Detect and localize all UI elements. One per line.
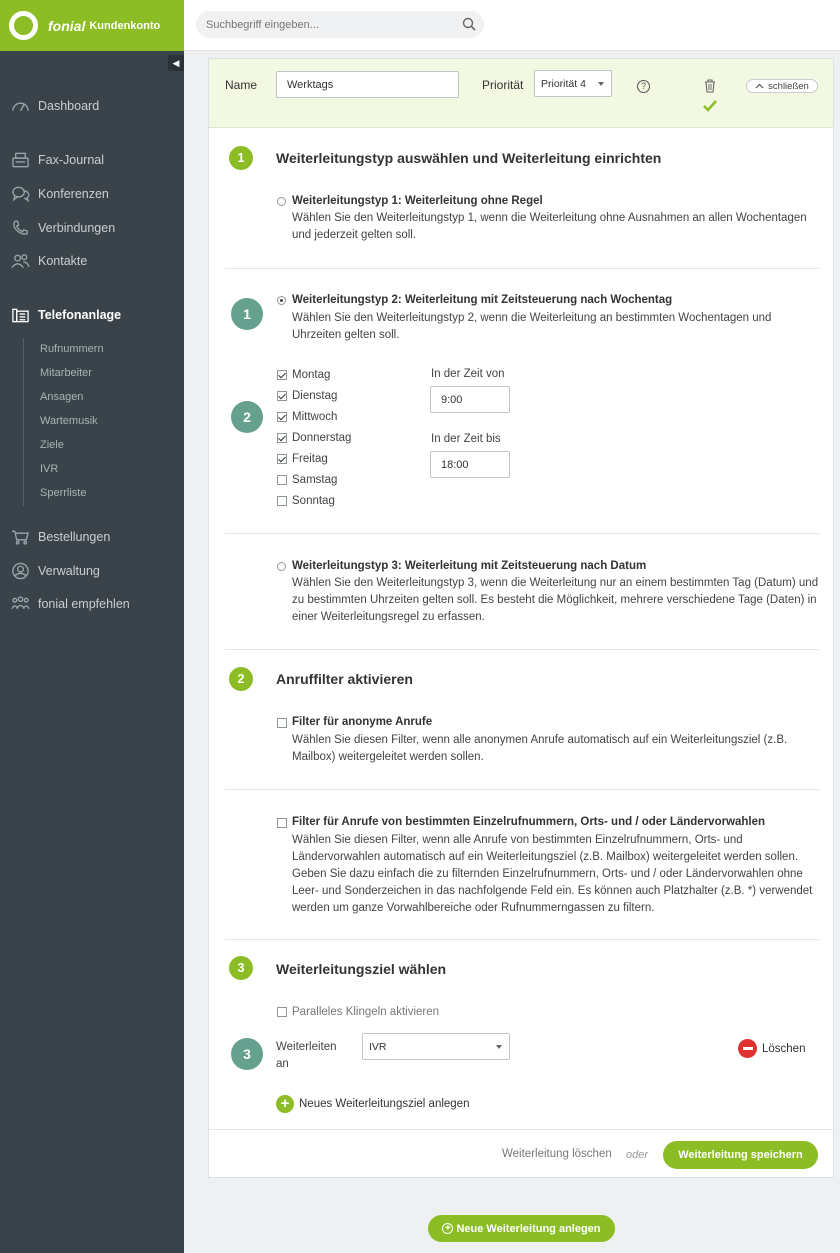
subnav-item-rufnummern[interactable]: Rufnummern [40, 343, 104, 355]
sidebar-item-label: Fax-Journal [38, 153, 104, 167]
sidebar-item-label: Konferenzen [38, 187, 109, 201]
brand-subtitle: Kundenkonto [89, 19, 161, 32]
minus-circle-icon [738, 1039, 757, 1058]
sidebar-item-dashboard[interactable] [0, 95, 184, 117]
sidebar-item-label: Verwaltung [38, 564, 100, 578]
filter-anonymous-description: Wählen Sie diesen Filter, wenn alle anonymen Anrufe automatisch auf ein Weiterleitungsziel (z.B. Mailbox) weitergeleitet werden sollen. [292, 734, 788, 763]
day-label: Mittwoch [292, 411, 338, 423]
search-box [196, 11, 484, 38]
subnav-item-ansagen[interactable]: Ansagen [40, 391, 84, 403]
priority-value: Priorität 4 [541, 77, 586, 90]
forward-to-label: Weiterleiten [276, 1041, 337, 1053]
day-label: Dienstag [292, 390, 338, 402]
sidebar-item-kontakte[interactable] [0, 250, 184, 272]
filter-numbers-title: Filter für Anrufe von bestimmten Einzelrufnummern, Orts- und / oder Ländervorwahlen [292, 816, 766, 828]
sidebar-item-empfehlen[interactable] [0, 593, 184, 615]
close-button[interactable] [746, 79, 818, 93]
collapse-sidebar-icon[interactable]: ◀ [168, 55, 184, 71]
day-checkbox-samstag[interactable] [277, 475, 287, 485]
time-to-input[interactable] [430, 451, 510, 478]
trash-icon[interactable] [704, 79, 716, 93]
parallel-ring-label: Paralleles Klingeln aktivieren [292, 1006, 440, 1018]
section-title: Anruffilter aktivieren [276, 671, 413, 687]
forwarding-header [209, 59, 833, 128]
save-forwarding-button[interactable] [663, 1141, 818, 1169]
subnav-item-sperrliste[interactable]: Sperrliste [40, 487, 87, 499]
forwarding-card [208, 58, 834, 1178]
forward-to-label-2: an [276, 1058, 289, 1070]
forward-target-select[interactable] [362, 1033, 510, 1060]
or-text: oder [626, 1149, 649, 1161]
type1-radio[interactable] [277, 197, 286, 206]
type1-description: Wählen Sie den Weiterleitungstyp 1, wenn die Weiterleitung ohne Ausnahmen an allen Wochentagen und jederzeit gelten soll. [292, 212, 807, 241]
top-bar [184, 0, 840, 51]
phone-icon [10, 219, 30, 237]
time-from-label: In der Zeit von [431, 368, 505, 380]
search-icon[interactable] [462, 17, 476, 31]
time-to-label: In der Zeit bis [431, 433, 501, 445]
new-forwarding-button[interactable] [428, 1215, 615, 1242]
day-label: Samstag [292, 474, 338, 486]
type1-title: Weiterleitungstyp 1: Weiterleitung ohne Regel [292, 195, 543, 207]
contacts-icon [10, 252, 30, 270]
name-label: Name [225, 78, 258, 92]
divider [225, 649, 819, 650]
step-number: 1 [231, 298, 263, 330]
section-number: 3 [229, 956, 253, 980]
type2-radio[interactable] [277, 296, 286, 305]
gauge-icon [10, 97, 30, 115]
subnav-telefonanlage [23, 338, 163, 506]
sidebar-item-label: Kontakte [38, 254, 88, 268]
chevron-down-icon [496, 1045, 502, 1049]
divider [209, 1129, 833, 1130]
day-checkbox-freitag[interactable] [277, 454, 287, 464]
day-checkbox-mittwoch[interactable] [277, 412, 287, 422]
section-number: 2 [229, 667, 253, 691]
brand-name: fonial [48, 17, 86, 34]
parallel-ring-checkbox[interactable] [277, 1007, 287, 1017]
divider [225, 533, 819, 534]
subnav-item-ziele[interactable]: Ziele [40, 439, 64, 451]
step-number: 3 [231, 1038, 263, 1070]
brand-logo[interactable] [0, 0, 184, 51]
type3-title: Weiterleitungstyp 3: Weiterleitung mit Zeitsteuerung nach Datum [292, 560, 647, 572]
fonial-logo-icon [9, 11, 38, 40]
delete-target-label: Löschen [762, 1042, 806, 1055]
user-circle-icon [10, 562, 30, 580]
filter-anonymous-title: Filter für anonyme Anrufe [292, 716, 433, 728]
day-label: Sonntag [292, 495, 335, 507]
sidebar-item-label: Telefonanlage [38, 308, 122, 322]
sidebar [0, 51, 184, 1253]
sidebar-item-label: Dashboard [38, 99, 100, 113]
day-label: Freitag [292, 453, 328, 465]
name-input[interactable] [276, 71, 459, 98]
subnav-item-mitarbeiter[interactable]: Mitarbeiter [40, 367, 92, 379]
new-forwarding-label: Neue Weiterleitung anlegen [456, 1222, 601, 1235]
cart-icon [10, 528, 30, 546]
close-label: schließen [768, 80, 809, 92]
add-target-button[interactable] [276, 1095, 469, 1113]
sidebar-item-konferenzen[interactable] [0, 183, 184, 205]
step-number: 2 [231, 401, 263, 433]
section-title: Weiterleitungstyp auswählen und Weiterleitung einrichten [276, 150, 662, 166]
chat-bubbles-icon [10, 185, 30, 203]
chevron-up-icon [755, 83, 764, 89]
plus-circle-icon: + [276, 1095, 294, 1113]
filter-anonymous-checkbox[interactable] [277, 718, 287, 728]
day-checkbox-dienstag[interactable] [277, 391, 287, 401]
day-label: Montag [292, 369, 331, 381]
section-title: Weiterleitungsziel wählen [276, 961, 447, 977]
time-from-input[interactable] [430, 386, 510, 413]
delete-target-button[interactable] [738, 1039, 805, 1058]
sidebar-item-label: fonial empfehlen [38, 597, 130, 611]
type3-description: Wählen Sie den Weiterleitungstyp 3, wenn die Weiterleitung nur an einem bestimmten Tag (Datum) und zu bestimmten Uhrzeiten gelten soll. Es besteht die Möglichkeit, mehrere verschiedene Tage (Daten) in einer Weiterleitungsregel zu erfassen. [292, 577, 819, 623]
people-icon [10, 595, 30, 613]
phone-system-icon [10, 306, 30, 324]
save-forwarding-label: Weiterleitung speichern [678, 1149, 803, 1161]
day-checkbox-donnerstag[interactable] [277, 433, 287, 443]
priority-select[interactable] [534, 70, 612, 97]
sidebar-item-telefonanlage[interactable] [0, 304, 184, 326]
day-checkbox-sonntag[interactable] [277, 496, 287, 506]
type3-radio[interactable] [277, 562, 286, 571]
help-icon[interactable]: ? [637, 80, 650, 93]
divider [225, 268, 819, 269]
plus-circle-icon: + [442, 1223, 453, 1234]
forward-target-value: IVR [369, 1040, 387, 1053]
sidebar-item-bestellungen[interactable] [0, 526, 184, 548]
search-input[interactable] [196, 11, 446, 38]
chevron-down-icon [598, 82, 604, 86]
checkmark-icon[interactable] [703, 100, 717, 112]
sidebar-item-label: Bestellungen [38, 530, 111, 544]
type2-title: Weiterleitungstyp 2: Weiterleitung mit Zeitsteuerung nach Wochentag [292, 294, 673, 306]
day-label: Donnerstag [292, 432, 352, 444]
divider [225, 789, 819, 790]
sidebar-item-label: Verbindungen [38, 221, 116, 235]
divider [225, 939, 819, 940]
section-number: 1 [229, 146, 253, 170]
subnav-item-ivr[interactable]: IVR [40, 463, 59, 475]
sidebar-item-verbindungen[interactable] [0, 217, 184, 239]
add-target-label: Neues Weiterleitungsziel anlegen [299, 1098, 470, 1110]
sidebar-item-verwaltung[interactable] [0, 560, 184, 582]
subnav-item-wartemusik[interactable]: Wartemusik [40, 415, 98, 427]
filter-numbers-checkbox[interactable] [277, 818, 287, 828]
filter-numbers-description: Wählen Sie diesen Filter, wenn alle Anrufe von bestimmten Einzelrufnummern, Orts- und Ländervorwahlen automatisch auf ein Weiterleitungsziel (z.B. Mailbox) weitergeleitet werden sollen. Geben Sie dazu einfach die zu filternden Einzelrufnummern, Orts- und / oder Ländervorwahlen ohne Leer- und Sonderzeichen in das nachfolgende Feld ein. Es können auch Platzhalter (z.B. *) verwendet werden um ganze Vorwahlbereiche oder Rufnummerngassen zu filtern. [292, 834, 813, 914]
sidebar-item-fax-journal[interactable] [0, 149, 184, 171]
delete-forwarding-link[interactable]: Weiterleitung löschen [502, 1148, 612, 1160]
fax-icon [10, 151, 30, 169]
type2-description: Wählen Sie den Weiterleitungstyp 2, wenn die Weiterleitung an bestimmten Wochentagen und Uhrzeiten gelten soll. [292, 312, 772, 341]
day-checkbox-montag[interactable] [277, 370, 287, 380]
priority-label: Priorität [482, 78, 524, 92]
